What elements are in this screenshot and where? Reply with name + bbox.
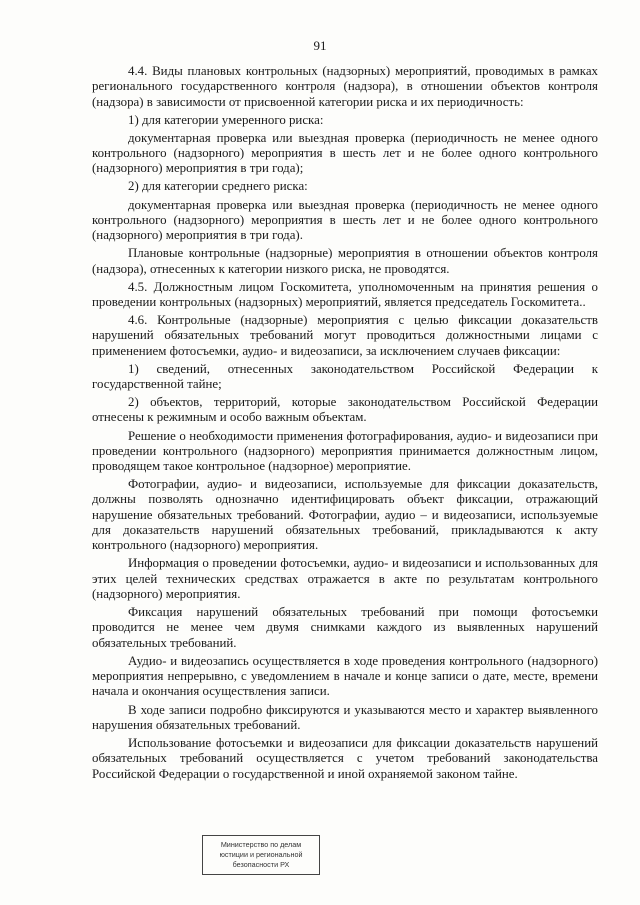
paragraph-decision: Решение о необходимости применения фотографирования, аудио- и видеозаписи при проведении контрольного (надзорного) мероприятия принимается должностным лицом, проводящем такое контрольное (надзорное) мероприятие. <box>92 428 598 474</box>
paragraph-audio-video: Аудио- и видеозапись осуществляется в ходе проведения контрольного (надзорного) мероприятия непрерывно, с уведомлением в начале и конце записи о дате, месте, времени начала и окончания осуществления записи. <box>92 653 598 699</box>
stamp-line-1: Министерство по делам <box>220 840 302 849</box>
paragraph-usage: Использование фотосъемки и видеозаписи для фиксации доказательств нарушений обязательных требований осуществляется с учетом требований законодательства Российской Федерации о государственной и иной охраняемой законом тайне. <box>92 735 598 781</box>
paragraph-medium-risk-text: документарная проверка или выездная проверка (периодичность не менее одного контрольного (надзорного) мероприятия в шесть лет и не более одного контрольного (надзорного) мероприятия в три года). <box>92 197 598 243</box>
paragraph-state-secret: 1) сведений, отнесенных законодательством Российской Федерации к государственной тайне; <box>92 361 598 392</box>
paragraph-information: Информация о проведении фотосъемки, аудио- и видеозаписи и использованных для этих целей технических средствах отражается в акте по результатам контрольного (надзорного) мероприятия. <box>92 556 598 602</box>
paragraph-photos: Фотографии, аудио- и видеозаписи, используемые для фиксации доказательств, должны позволять однозначно идентифицировать объект фиксации, отражающий нарушение обязательных требований. Фотографии, аудио – и видеозаписи, используемые для доказательств нарушений обязательных требований, прикладываются к акту контрольного (надзорного) мероприятия. <box>92 477 598 553</box>
page-number: 91 <box>313 38 327 53</box>
document-body <box>92 64 598 785</box>
paragraph-moderate-risk-heading: 1) для категории умеренного риска: <box>128 112 324 127</box>
paragraph-low-risk: Плановые контрольные (надзорные) мероприятия в отношении объектов контроля (надзора), отнесенных к категории низкого риска, не проводятся. <box>92 246 598 276</box>
paragraph-4-4: 4.4. Виды плановых контрольных (надзорных) мероприятий, проводимых в рамках регионального государственного контроля (надзора), в отношении объектов контроля (надзора) в зависимости от присвоенной категории риска и их периодичность: <box>92 64 598 109</box>
paragraph-recording: В ходе записи подробно фиксируются и указываются место и характер выявленного нарушения обязательных требований. <box>92 702 598 732</box>
paragraph-fixation: Фиксация нарушений обязательных требований при помощи фотосъемки проводится не менее чем двумя снимками каждого из выявленных нарушений обязательных требований. <box>92 605 598 650</box>
paragraph-medium-risk-heading: 2) для категории среднего риска: <box>128 179 308 194</box>
paragraph-moderate-risk-text: документарная проверка или выездная проверка (периодичность не менее одного контрольного (надзорного) мероприятия в шесть лет и не более одного контрольного (надзорного) мероприятия в три года); <box>92 130 598 176</box>
paragraph-4-5: 4.5. Должностным лицом Госкомитета, уполномоченным на принятия решения о проведении контрольных (надзорных) мероприятий, является председатель Госкомитета.. <box>92 279 598 309</box>
stamp-line-2: юстиции и региональной <box>219 850 303 859</box>
paragraph-restricted-objects: 2) объектов, территорий, которые законодательством Российской Федерации отнесены к режимным и особо важным объектам. <box>92 395 598 425</box>
ministry-stamp <box>202 835 320 875</box>
stamp-line-3: безопасности РХ <box>232 860 290 869</box>
paragraph-4-6: 4.6. Контрольные (надзорные) мероприятия с целью фиксации доказательств нарушений обязательных требований могут проводиться должностными лицами с применением фотосъемки, аудио- и видеозаписи, за исключением случаев фиксации: <box>92 313 598 358</box>
